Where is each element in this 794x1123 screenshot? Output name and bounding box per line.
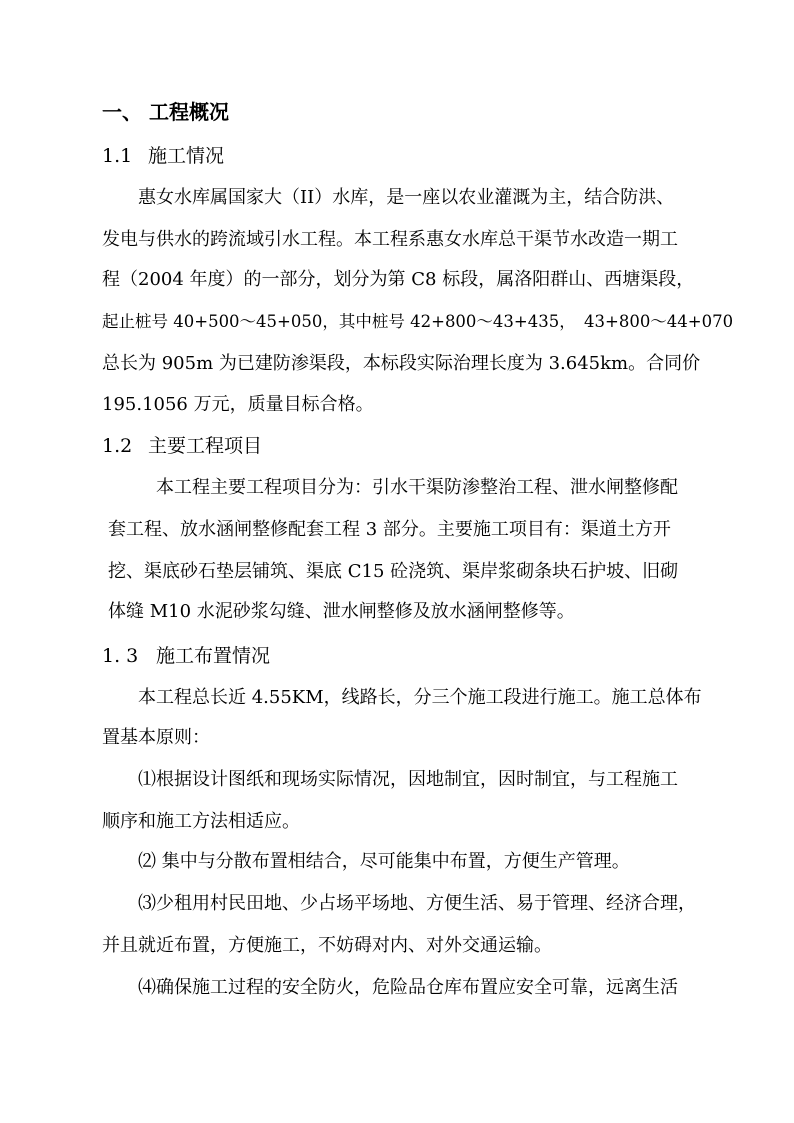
list-item-line: ⑵ 集中与分散布置相结合，尽可能集中布置，方便生产管理。 bbox=[138, 851, 630, 872]
section-title: 施工情况 bbox=[148, 145, 225, 167]
paragraph-line: 体缝 M10 水泥砂浆勾缝、泄水闸整修及放水涵闸整修等。 bbox=[108, 601, 575, 622]
paragraph-line: 套工程、放水涵闸整修配套工程 3 部分。主要施工项目有：渠道土方开 bbox=[108, 519, 671, 540]
paragraph-line: 惠女水库属国家大（II）水库，是一座以农业灌溉为主，结合防洪、 bbox=[138, 187, 675, 208]
paragraph-line: 发电与供水的跨流域引水工程。本工程系惠女水库总干渠节水改造一期工 bbox=[102, 229, 678, 250]
list-item-line: ⑶少租用村民田地、少占场平场地、方便生活、易于管理、经济合理， bbox=[138, 893, 696, 914]
paragraph-line: 总长为 905m 为已建防渗渠段，本标段实际治理长度为 3.645km。合同价 bbox=[102, 353, 701, 374]
list-item-line: ⑴根据设计图纸和现场实际情况，因地制宜，因时制宜，与工程施工 bbox=[138, 769, 678, 790]
section-number: 1. 3 bbox=[102, 645, 139, 667]
section-number: 1.2 bbox=[102, 435, 133, 457]
paragraph-line: 本工程主要工程项目分为：引水干渠防渗整治工程、泄水闸整修配 bbox=[156, 477, 678, 498]
section-title: 施工布置情况 bbox=[156, 645, 271, 667]
section-heading-1-2 bbox=[102, 434, 262, 458]
paragraph-line: 程（2004 年度）的一部分，划分为第 C8 标段，属洛阳群山、西塘渠段， bbox=[102, 269, 695, 290]
section-number: 1.1 bbox=[102, 145, 133, 167]
chapter-heading: 一、 工程概况 bbox=[102, 100, 229, 124]
list-item-line: ⑷确保施工过程的安全防火，危险品仓库布置应安全可靠，远离生活 bbox=[138, 977, 678, 998]
paragraph-line: 挖、渠底砂石垫层铺筑、渠底 C15 砼浇筑、渠岸浆砌条块石护坡、旧砌 bbox=[108, 561, 679, 582]
paragraph-line: 195.1056 万元，质量目标合格。 bbox=[102, 394, 374, 415]
section-heading-1-3 bbox=[102, 644, 270, 668]
paragraph-line: 置基本原则： bbox=[102, 727, 210, 748]
list-item-line: 顺序和施工方法相适应。 bbox=[102, 811, 300, 832]
paragraph-line: 起止桩号 40+500～45+050，其中桩号 42+800～43+435， 43+800～44+070 bbox=[102, 312, 734, 331]
paragraph-line: 本工程总长近 4.55KM，线路长，分三个施工段进行施工。施工总体布 bbox=[138, 687, 702, 708]
list-item-line: 并且就近布置，方便施工，不妨碍对内、对外交通运输。 bbox=[102, 935, 552, 956]
section-title: 主要工程项目 bbox=[148, 435, 263, 457]
section-heading-1-1 bbox=[102, 144, 224, 168]
